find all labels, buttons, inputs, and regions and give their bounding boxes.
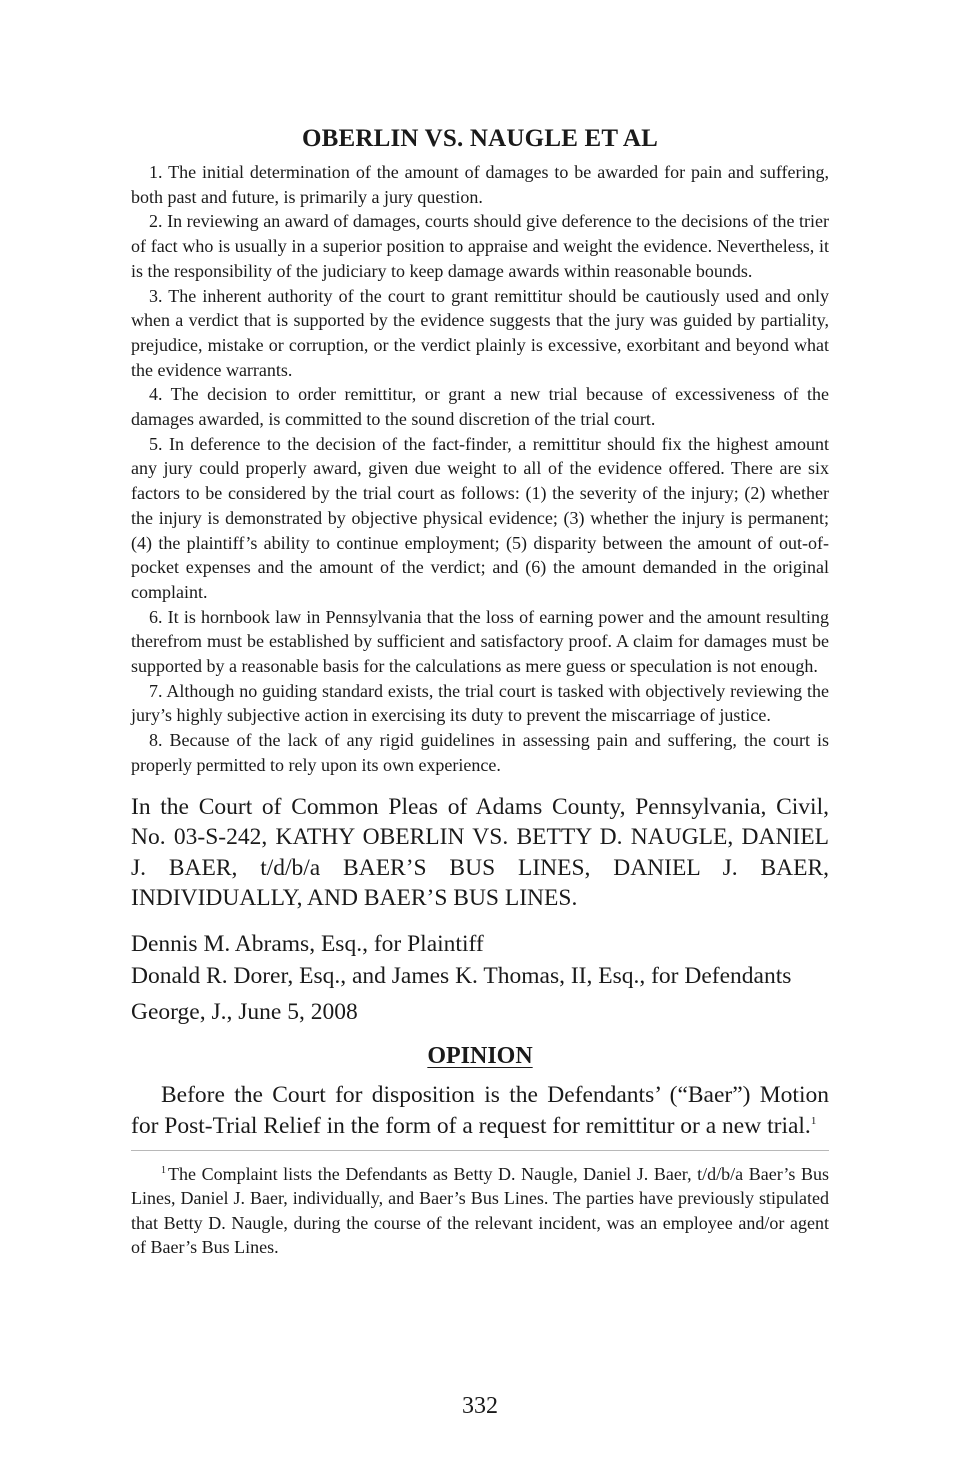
plaintiff-counsel: Dennis M. Abrams, Esq., for Plaintiff bbox=[131, 930, 484, 957]
opinion-text: Before the Court for disposition is the Defendants’ (“Baer”) Motion for Post-Trial Relief in the form of a request for remittitur or a new trial. bbox=[131, 1081, 829, 1139]
document-page bbox=[131, 122, 829, 1260]
headnote-6: 6. It is hornbook law in Pennsylvania that the loss of earning power and the amount resulting therefrom must be established by sufficient and satisfactory proof. A claim for damages must be supported by a reasonable basis for the calculations as mere guess or speculation is not enough. bbox=[131, 606, 829, 677]
opinion-heading-text: OPINION bbox=[427, 1042, 533, 1069]
headnote-2: 2. In reviewing an award of damages, courts should give deference to the decisions of the trier of fact who is usually in a superior position to appraise and weight the evidence. Nevertheless, it is the responsibility of the judiciary to keep damage awards within reasonable bounds. bbox=[131, 211, 829, 281]
headnote-3: 3. The inherent authority of the court to grant remittitur should be cautiously used and only when a verdict that is supported by the evidence suggests that the jury was guided by partiality, prejudice, mistake or corruption, or the verdict plainly is excessive, exorbitant and beyond what the evidence warrants. bbox=[131, 285, 829, 380]
headnotes bbox=[131, 160, 829, 778]
footnote-reference[interactable]: 1 bbox=[810, 1114, 817, 1127]
footnote-divider bbox=[131, 1150, 829, 1151]
headnote-8: 8. Because of the lack of any rigid guidelines in assessing pain and suffering, the court is properly permitted to rely upon its own experience. bbox=[131, 730, 829, 775]
counsel-block bbox=[131, 928, 829, 992]
defendants-counsel: Donald R. Dorer, Esq., and James K. Thomas, II, Esq., for Defendants bbox=[131, 962, 792, 989]
opinion-heading bbox=[131, 1040, 829, 1072]
footnote-marker: 1 bbox=[161, 1164, 166, 1176]
judge-date: George, J., June 5, 2008 bbox=[131, 998, 358, 1025]
headnote-7: 7. Although no guiding standard exists, the trial court is tasked with objectively reviewing the jury’s highly subjective action in exercising its duty to prevent the miscarriage of justice. bbox=[131, 680, 829, 726]
case-caption: In the Court of Common Pleas of Adams County, Pennsylvania, Civil, No. 03-S-242, KATHY OBERLIN VS. BETTY D. NAUGLE, DANIEL J. BAER, t/d/b/a BAER’S BUS LINES, DANIEL J. BAER, INDIVIDUALLY, AND BAER’S BUS LINES. bbox=[131, 793, 829, 912]
headnote-4: 4. The decision to order remittitur, or grant a new trial because of excessiveness of the damages awarded, is committed to the sound discretion of the trial court. bbox=[131, 384, 829, 430]
headnote-5: 5. In deference to the decision of the fact-finder, a remittitur should fix the highest amount any jury could properly award, given due weight to all of the evidence offered. There are six factors to be considered by the trial court as follows: (1) the severity of the injury; (2) whether the injury is demonstrated by objective physical evidence; (3) whether the injury is permanent; (4) the plaintiff’s ability to continue employment; (5) disparity between the amount of out-of-pocket expenses and the amount of the verdict; and (6) the amount demanded in the original complaint. bbox=[131, 433, 829, 602]
running-head: OBERLIN VS. NAUGLE ET AL bbox=[301, 125, 659, 152]
footnote-text: The Complaint lists the Defendants as Betty D. Naugle, Daniel J. Baer, t/d/b/a Baer’s Bus Lines, Daniel J. Baer, individually, and Baer’s Bus Lines. The parties have previously stipulated that Betty D. Naugle, during the course of the relevant incident, was an employee and/or agent of Baer’s Bus Lines. bbox=[131, 1163, 829, 1258]
opinion-paragraph bbox=[131, 1080, 829, 1142]
footnote bbox=[131, 1162, 829, 1260]
headnote-1: 1. The initial determination of the amount of damages to be awarded for pain and suffering, both past and future, is primarily a jury question. bbox=[131, 162, 829, 207]
page-number: 332 bbox=[462, 1393, 498, 1419]
